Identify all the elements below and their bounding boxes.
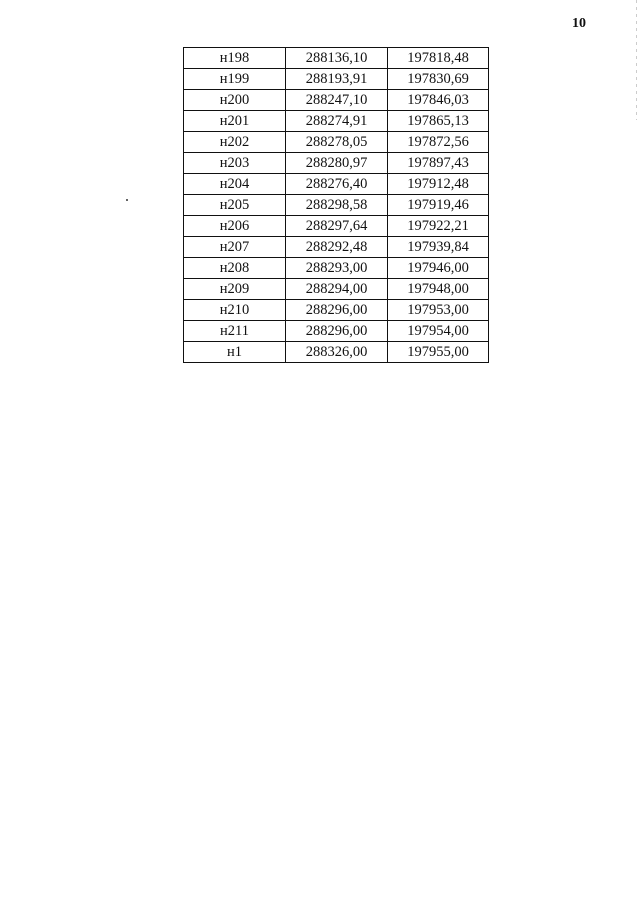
x-coordinate-cell: 288247,10 <box>286 90 388 111</box>
y-coordinate-cell: 197955,00 <box>388 342 489 363</box>
point-id-cell: н205 <box>184 195 286 216</box>
x-coordinate-cell: 288293,00 <box>286 258 388 279</box>
x-coordinate-cell: 288296,00 <box>286 300 388 321</box>
point-id-cell: н210 <box>184 300 286 321</box>
x-coordinate-cell: 288136,10 <box>286 48 388 69</box>
table-row <box>184 90 489 111</box>
point-id-cell: н211 <box>184 321 286 342</box>
x-coordinate-cell: 288326,00 <box>286 342 388 363</box>
y-coordinate-cell: 197922,21 <box>388 216 489 237</box>
point-id-cell: н198 <box>184 48 286 69</box>
point-id-cell: н1 <box>184 342 286 363</box>
scan-edge-mark <box>636 0 637 120</box>
table-row <box>184 174 489 195</box>
table-row <box>184 300 489 321</box>
x-coordinate-cell: 288280,97 <box>286 153 388 174</box>
point-id-cell: н208 <box>184 258 286 279</box>
x-coordinate-cell: 288297,64 <box>286 216 388 237</box>
table-row <box>184 132 489 153</box>
y-coordinate-cell: 197846,03 <box>388 90 489 111</box>
y-coordinate-cell: 197954,00 <box>388 321 489 342</box>
y-coordinate-cell: 197830,69 <box>388 69 489 90</box>
y-coordinate-cell: 197953,00 <box>388 300 489 321</box>
point-id-cell: н204 <box>184 174 286 195</box>
table-row <box>184 279 489 300</box>
point-id-cell: н206 <box>184 216 286 237</box>
x-coordinate-cell: 288278,05 <box>286 132 388 153</box>
table-row <box>184 48 489 69</box>
table-row <box>184 321 489 342</box>
y-coordinate-cell: 197946,00 <box>388 258 489 279</box>
point-id-cell: н203 <box>184 153 286 174</box>
table-row <box>184 258 489 279</box>
table-row <box>184 69 489 90</box>
table-row <box>184 216 489 237</box>
coordinates-table <box>183 47 489 363</box>
x-coordinate-cell: 288274,91 <box>286 111 388 132</box>
y-coordinate-cell: 197939,84 <box>388 237 489 258</box>
x-coordinate-cell: 288298,58 <box>286 195 388 216</box>
y-coordinate-cell: 197919,46 <box>388 195 489 216</box>
y-coordinate-cell: 197948,00 <box>388 279 489 300</box>
table-row <box>184 342 489 363</box>
table-row <box>184 111 489 132</box>
table-row <box>184 195 489 216</box>
page-number: 10 <box>572 16 586 31</box>
point-id-cell: н209 <box>184 279 286 300</box>
y-coordinate-cell: 197865,13 <box>388 111 489 132</box>
table-row <box>184 153 489 174</box>
coordinates-table-body <box>184 48 489 363</box>
point-id-cell: н200 <box>184 90 286 111</box>
point-id-cell: н201 <box>184 111 286 132</box>
point-id-cell: н207 <box>184 237 286 258</box>
y-coordinate-cell: 197872,56 <box>388 132 489 153</box>
x-coordinate-cell: 288193,91 <box>286 69 388 90</box>
stray-dot <box>126 199 128 201</box>
x-coordinate-cell: 288292,48 <box>286 237 388 258</box>
table-row <box>184 237 489 258</box>
x-coordinate-cell: 288276,40 <box>286 174 388 195</box>
point-id-cell: н199 <box>184 69 286 90</box>
x-coordinate-cell: 288294,00 <box>286 279 388 300</box>
x-coordinate-cell: 288296,00 <box>286 321 388 342</box>
y-coordinate-cell: 197818,48 <box>388 48 489 69</box>
y-coordinate-cell: 197912,48 <box>388 174 489 195</box>
point-id-cell: н202 <box>184 132 286 153</box>
y-coordinate-cell: 197897,43 <box>388 153 489 174</box>
